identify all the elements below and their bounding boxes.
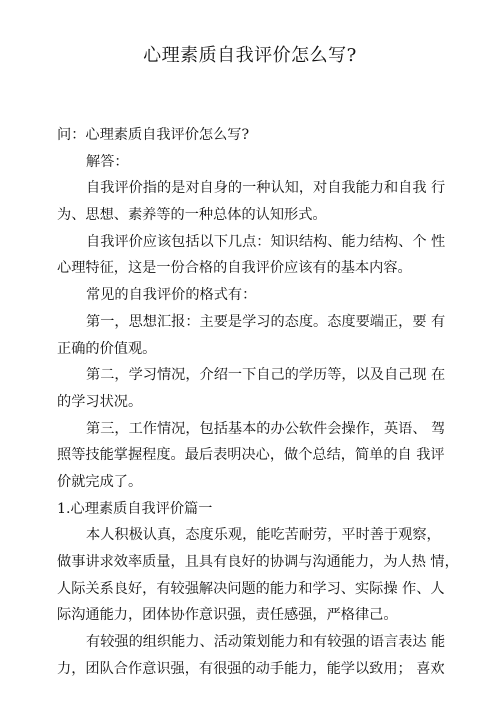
paragraph-line: 价就完成了。 bbox=[57, 473, 143, 490]
paragraph-line: 力，团队合作意识强，有很强的动手能力，能学以致用； 喜欢 bbox=[57, 660, 445, 677]
document-body bbox=[57, 122, 459, 682]
paragraph-line: 照等技能掌握程度。最后表明决心，做个总结，简单的自 我评 bbox=[57, 447, 445, 464]
paragraph-line: 自我评价指的是对自身的一种认知，对自我能力和自我 行 bbox=[86, 180, 446, 197]
paragraph-line: 第二，学习情况，介绍一下自己的学历等，以及自己现 在 bbox=[86, 367, 446, 384]
paragraph-line: 第一，思想汇报：主要是学习的态度。态度要端正，要 有 bbox=[86, 313, 446, 330]
paragraph-line: 本人积极认真，态度乐观，能吃苦耐劳，平时善于观察， bbox=[86, 527, 441, 544]
paragraph-line: 常见的自我评价的格式有： bbox=[86, 287, 257, 304]
paragraph-line: 人际关系良好，有较强解决问题的能力和学习、实际操 作、人 bbox=[57, 580, 445, 597]
paragraph-line: 正确的价值观。 bbox=[57, 340, 157, 357]
paragraph-line: 心理特征，这是一份合格的自我评价应该有的基本内容。 bbox=[57, 260, 412, 277]
section-heading: 1.心理素质自我评价篇一 bbox=[57, 500, 213, 517]
document-title: 心理素质自我评价怎么写? bbox=[143, 45, 357, 66]
paragraph-line: 做事讲求效率质量，且具有良好的协调与沟通能力，为人热 情， bbox=[57, 554, 459, 570]
question-line: 问：心理素质自我评价怎么写? bbox=[57, 127, 250, 143]
paragraph-line: 为、思想、素养等的一种总体的认知形式。 bbox=[57, 207, 327, 224]
paragraph-line: 有较强的组织能力、活动策划能力和有较强的语言表达 能 bbox=[86, 634, 446, 651]
answer-label: 解答： bbox=[86, 153, 129, 170]
paragraph-line: 第三，工作情况，包括基本的办公软件会操作，英语、 驾 bbox=[86, 420, 446, 437]
paragraph-line: 的学习状况。 bbox=[57, 393, 143, 410]
paragraph-line: 际沟通能力，团体协作意识强，责任感强，严格律己。 bbox=[57, 607, 398, 624]
paragraph-line: 自我评价应该包括以下几点：知识结构、能力结构、个 性 bbox=[86, 233, 446, 250]
